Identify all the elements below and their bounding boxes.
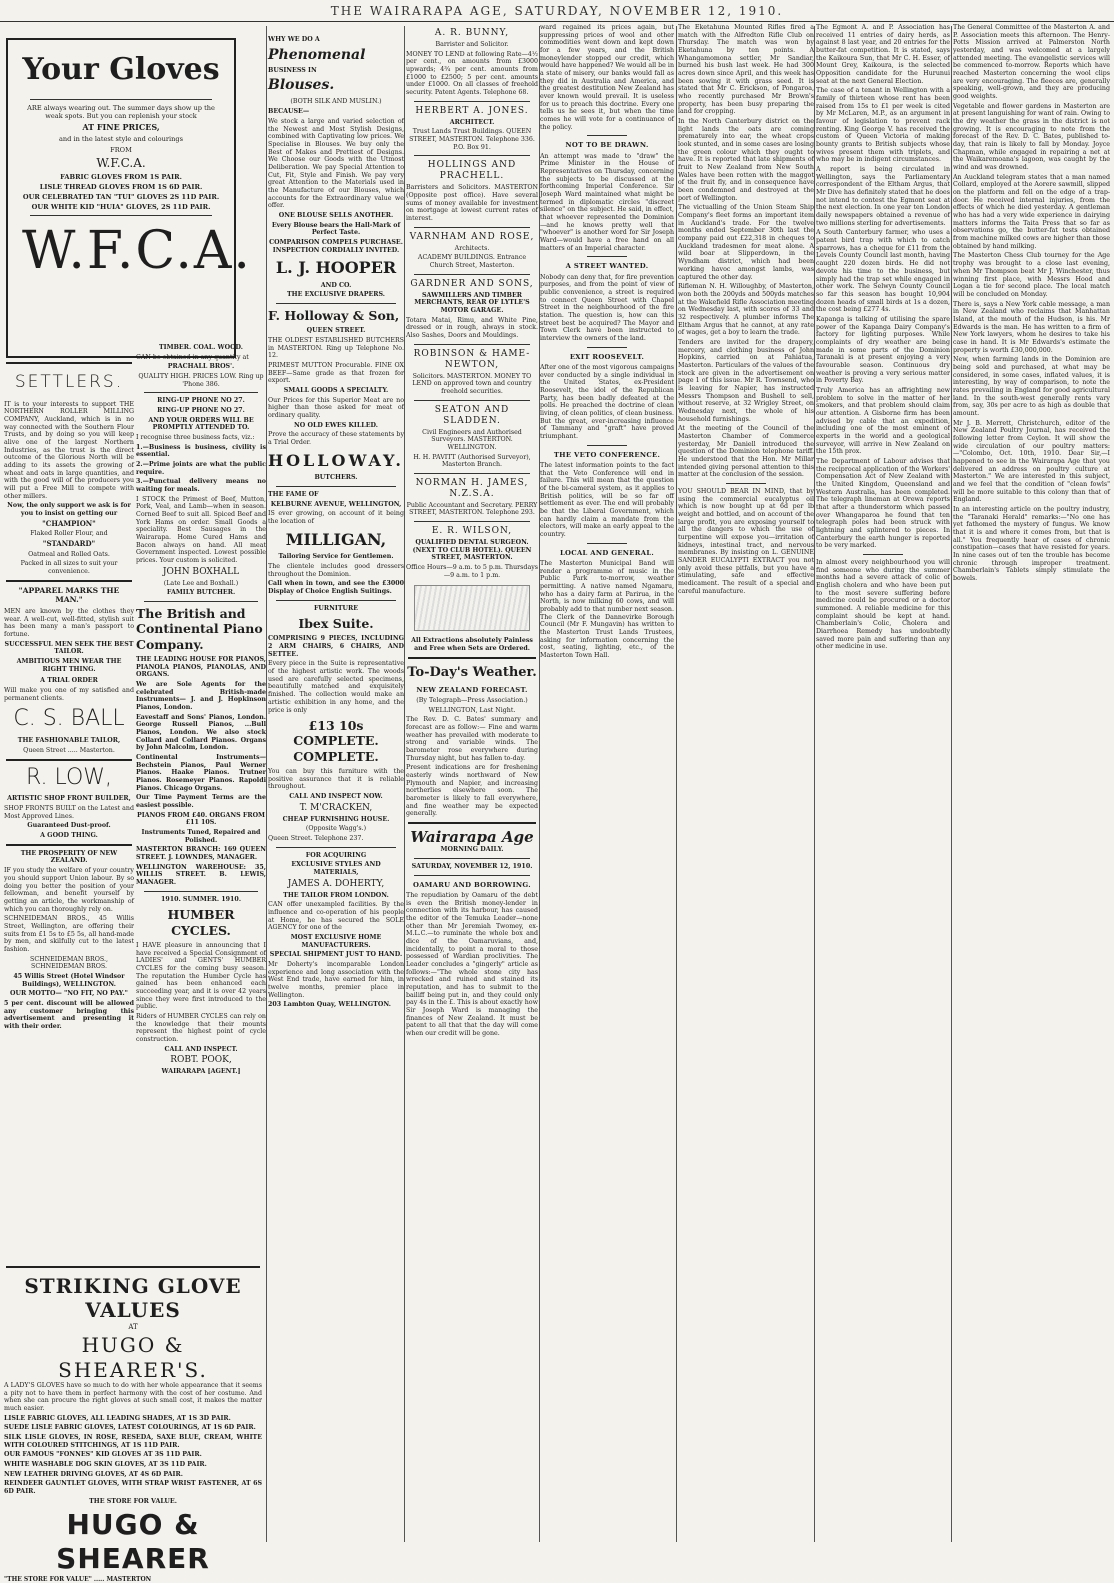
ad-item: LISLE THREAD GLOVES FROM 1S 6D PAIR. [39,183,203,192]
ad-body: THE STORE FOR VALUE. [89,1497,177,1505]
article-heading: LOCAL AND GENERAL. [559,548,655,557]
article-body: The General Committee of the Masterton A. and P. Association meets this afternoon. The Henry-Potts Mission arrived at Palmerston North yesterday, and was welcomed at a largely attended meeting. The evangelistic services will be commenced to-morrow. Reports which have reached Masterton concerning the wool clips are very encouraging. The fleeces are, generally speaking, well-grown, and they are producing good weights. [953,24,1110,101]
ad-body: OUR MOTTO— "NO FIT, NO PAY." [10,990,128,998]
column-2 [136,344,266,1258]
ad-price: £13 10s COMPLETE. COMPLETE. [293,718,379,764]
article-body: The Department of Labour advises that the reciprocal application of the Workers' Compensation Act of New Zealand with the United Kingdom, Queensland and Western Australia, has been completed. The telegraph lineman at Orewa reports that after a thunderstorm which passed over Whangaparoa he found that ten telegraph poles had been struck with lightning and splintered to pieces. In Canterbury the earth hunger is reported to be very marked. [816,457,950,550]
ad-body: BECAUSE— [268,108,310,116]
ad-body: A LADY'S GLOVES have so much to do with her whole appearance that it seems a pity not to have them in perfect harmony with the cost of her costume. And when she can procure the right gloves at such small cost, it makes the matter much easier. [4,1382,262,1413]
card-body: All Extractions absolutely Painless and Free when Sets are Ordered. [411,637,533,653]
advertiser-name: F. Holloway & Son, [268,308,400,324]
ad-body: Instruments Tuned, Repaired and Polished. [141,828,261,844]
column-rule [266,26,267,1542]
ad-body: BUSINESS IN [268,66,317,74]
ad-body: We are Sole Agents for the celebrated British-made Instruments— J. and J. Hopkinson Pianos, London. [136,680,266,711]
ad-body: FOR ACQUIRING [305,851,367,859]
advertiser-name: T. M'CRACKEN, [299,802,373,813]
professional-card [406,478,538,517]
article-dateline: WELLINGTON, Last Night. [428,706,516,714]
ad-body: CAN offer unexampled facilities. By the influence and co-operation of his people at Home, he has secured the SOLE AGENCY for one of the [268,901,404,932]
ad-body: A GOOD THING. [40,832,98,840]
ad-item: OUR FAMOUS "FONNES" KID GLOVES AT 3S 11D PAIR. [4,1451,202,1459]
ad-body: AT [128,1322,138,1331]
ad-headline: Phenomenal [268,46,366,63]
advertiser-name: ROBT. POOK, [170,1055,232,1066]
article-body: In almost every neighbourhood you will find someone who during the summer months had a severe attack of colic of English cholera and who have been put to the most severe suffering before medicine could be procured or a doctor summoned. A reliable medicine for this complaint should be kept at hand. Chamberlain's Colic, Cholera and Diarrhoea Remedy has undoubtedly saved more pain and suffering than any other medicine in use. [816,559,950,651]
card-body: Solicitors. MASTERTON. MONEY TO LEND on approved town and country freehold securities. [412,372,532,395]
ad-body: THE EXCLUSIVE DRAPERS. [286,291,386,299]
ad-item: NEW LEATHER DRIVING GLOVES, AT 4S 6D PAIR. [4,1470,183,1478]
article-body: A report is being circulated in Wellington, says the Parliamentary correspondent of the Eltham Argus, that Mr Dive has definitely stated that he does not intend to contest the Egmont seat at the next election. In one year ten London daily newspapers obtained a revenue of two millions sterling for advertisements. [816,166,950,227]
ad-body: A TRIAL ORDER [40,677,98,685]
article-body: ward regained its prices again, but suppressing prices of wool and other commodities went down and kept down for a few years, and the British moneylender stopped our credit, which would have happened? We would all be in a state of misery, our banks would fall as they did in Australia and America, and the greatest destitution New Zealand has ever known would prevail. It is useless for us to preach this doctrine. Every one tells us he sees it, but when the time comes he will vote for a continuance of the policy. [540,24,674,131]
article-body: Kapanga is talking of utilising the spare power of the Kapanga Dairy Company's factory for lighting purposes. While complaints of dry weather are being made in some parts of the Dominion Taranaki is at present enjoying a very favourable season. Continuous dry weather is proving a very serious matter in Poverty Bay. [816,315,950,385]
ad-body: Prove the accuracy of these statements by a Trial Order. [268,431,404,447]
card-body: ACADEMY BUILDINGS. Entrance Church Street, Masterton. [417,254,527,269]
your-gloves-ad [6,38,252,358]
ad-body: The clientele includes good dressers throughout the Dominion. [268,562,404,578]
ad-body: Call when in town, and see the £3000 Display of Choice English Suitings. [268,580,404,595]
ad-body: (Late Lee and Boxhall.) [163,579,239,587]
card-name: HOLLINGS AND PRACHELL. [427,160,517,182]
card-body: QUALIFIED DENTAL SURGEON. (NEXT TO CLUB HOTEL). QUEEN STREET, MASTERTON. [412,539,532,562]
ad-body: ONE BLOUSE SELLS ANOTHER. [278,211,394,219]
column-rule [676,26,677,1542]
professional-card [406,160,538,222]
card-body: H. H. PAVITT (Authorised Surveyor), Masterton Branch. [413,453,531,469]
ad-body: SUCCESSFUL MEN SEEK THE BEST TAILOR. [4,640,134,656]
ad-address: WELLINGTON WAREHOUSE: 35, WILLIS STREET. B. LEWIS, MANAGER. [136,863,266,886]
article-body: After one of the most vigorous campaigns ever conducted by a single individual in the United States, ex-President Roosevelt, the idol of the Republican Party, has been badly defeated at the polls. He preached the doctrine of clean living, of clean politics, of clean business. But the great, ever-increasing influence of Tammany and "graft" have proved triumphant. [540,364,674,441]
article-body: Truly America has an affrighting new problem to solve in the matter of her smokers, and that problem should claim our attention. A Gisborne firm has been advised by cable that an expedition, including one of the most eminent of experts in the world and a geological surveyor, will arrive in New Zealand on the 15th prox. [816,386,950,456]
ad-body: Now, the only support we ask is for you to insist on getting our [7,502,131,518]
article-body: YOU SHOULD BEAR IN MIND, that by using the commercial eucalyptus oil which is now bought up at 6d per lb weight and bottled, and on account of the large profit, you are exposing yourself to all the dangers to which the use of turpentine will expose you—irritation of kidneys, intestinal tract, and nervous membranes. By insisting on L. GENUINE SANDER EUCALYPTI EXTRACT you not only avoid these pitfalls, but you have a stimulating, safe and effective medicament. The result of a special and careful manufacture. [678,487,814,595]
paper-date: SATURDAY, NOVEMBER 12, 1910. [411,863,533,870]
ad-headline: Your Gloves [22,52,220,87]
ad-store: W.F.C.A. [96,156,146,171]
ad-item: WHITE WASHABLE DOG SKIN GLOVES, AT 3S 11D PAIR. [4,1461,207,1469]
article-body: Rifleman N. H. Willoughby, of Masterton, won both the 200yds and 500yds matches at the Wakefield Rifle Association meeting on Wednesday last, with scores of 33 and 32 respectively. A plumber informs The Eltham Argus that he cannot, at any rate of wages, get a boy to learn the trade. [678,283,814,337]
ad-headline: STRIKING GLOVE VALUES [24,1274,242,1323]
section-heading: To-Day's Weather. [407,664,537,680]
column-3 [268,24,404,1544]
ad-body: CAN be obtained in any quantity at [136,353,249,361]
ad-price: AT FINE PRICES, [82,121,160,132]
ad-body: COMPRISING 9 PIECES, INCLUDING 2 ARM CHAIRS, 6 CHAIRS, AND SETTEE. [268,635,404,658]
ad-body: AMBITIOUS MEN WEAR THE RIGHT THING. [16,658,122,673]
card-name: GARDNER AND SONS, [410,278,534,289]
article-body: Nobody can deny that, for fire prevention purposes, and from the point of view of public convenience, a street is required to connect Queen Street with Chapel Street in the neighbourhood of the fire station. The question is, how can this street best be acquired? The Mayor and Town Clerk have been instructed to interview the owners of the land. [540,273,674,343]
card-body: Trust Lands Trust Buildings. QUEEN STREET, MASTERTON. Telephone 336. P.O. Box 91. [409,128,535,151]
ad-body: Eavestaff and Sons' Pianos, London. George Russell Pianos, ...Bull Pianos, London. We also stock Collard and Collard Pianos. Organs by John Malcolm, London. [136,713,266,752]
column-8 [953,24,1110,1544]
ad-logo: W.F.C.A. [22,221,252,282]
product-desc: Flaked Roller Flour, and [30,530,108,538]
professional-card [406,405,538,469]
article-heading: NEW ZEALAND FORECAST. [416,685,528,694]
ad-body: WAIRARAPA [AGENT.] [161,1068,241,1076]
ad-body: I recognise three business facts, viz.: [136,434,255,442]
ad-headline: SETTLERS. [14,372,124,392]
article-body: An attempt was made to "draw" the Prime Minister in the House of Representatives on Thursday, concerning the subjects to be discussed at the forthcoming Imperial Conference. Sir Joseph Ward maintained what might be termed in diplomatic circles "discreet silence" on the subject. He said, in effect, that whoever represented the Dominion—and he knows pretty well that "whoever" is another word for Sir Joseph Ward—would have a free hand on all matters of an Imperial character. [540,152,674,252]
advertiser-name: JOHN BOXHALL [162,566,240,577]
ad-address: Queen Street ..... Masterton. [23,746,115,754]
ad-item: SILK LISLE GLOVES, IN ROSE, RESEDA, SAXE BLUE, CREAM, WHITE WITH COLOURED STITCHINGS, AT 1S 11D PAIR. [4,1434,262,1449]
ad-body: THE FAME OF [268,490,319,498]
card-name: VARNHAM AND ROSE, [409,231,535,242]
ad-body: PIANOS FROM £40. ORGANS FROM £11 10S. [136,811,266,827]
card-body: Architects. [454,244,490,252]
article-heading: NOT TO BE DRAWN. [565,141,649,150]
ad-headline: Blouses. [268,77,335,94]
ad-body: 1910. SUMMER. 1910. [160,895,242,903]
ad-headline: Ibex Suite. [298,616,374,632]
ad-body: ARTISTIC SHOP FRONT BUILDER, [7,795,131,803]
ad-body: IF you study the welfare of your country you should support Union labour. By so doing you better the position of your fellowman, and benefit yourself by getting an article, the workmanship of which you can thoroughly rely on. [4,867,134,913]
ad-body: THE LEADING HOUSE FOR PIANOS, PIANOLA PIANOS, PIANOLAS, AND ORGANS. [136,655,266,679]
column-5 [540,24,674,1544]
professional-card [406,349,538,396]
article-body: There is, says a New York cable message, a man in New Zealand who reclaims that Manhattan Island, at the mouth of the Hudson, is his. Mr Edwards is the man. He has written to a firm of New York lawyers, whom he desires to take his case in hand. It is Mr Edwards's estimate the property is worth £30,000,000. [953,300,1110,354]
ad-headline: "APPAREL MARKS THE MAN." [18,585,120,604]
ad-body: SMALL GOODS A SPECIALTY. [283,387,389,395]
ad-headline: RING-UP PHONE NO 27. [157,407,245,415]
article-body: The Eketahuna Mounted Rifles fired a match with the Alfredton Rifle Club on Thursday. The match was won by Eketahuna by ten points. A Whangamomona settler, Mr Sandiar, burned his bush last week. He had 300 acres down since April, and this week has been sowing it with grass seed. It is stated that Mr C. Erickson, of Pongaroa, who recently purchased Mr Brown's property, has been busy preparing the land for cropping. [678,24,814,116]
ad-address: MASTERTON BRANCH: 169 QUEEN STREET. J. LOWNDES, MANAGER. [136,846,266,861]
professional-card [406,232,538,270]
article-body: The latest information points to the fact that the Veto Conference will end in failure. This will mean that the question of the bi-cameral system, as it applies to British politics, will be so far off settlement as ever. The end will probably be that the Liberal Government, which can hardly claim a mandate from the electors, will make an early appeal to the country. [540,462,674,539]
ad-body: I HAVE pleasure in announcing that I have received a Special Consignment of LADIES' and GENTS' HUMBER CYCLES for the coming busy season. The reputation the Humber Cycle has gained has been enhanced each succeeding year, and it is over 42 years since they were first introduced to the public. [136,941,266,1011]
ad-body: AND CO. [320,281,352,289]
ad-item: REINDEER GAUNTLET GLOVES, WITH STRAP WRIST FASTENER, AT 6S 6D PAIR. [4,1480,262,1496]
ad-body: FROM [110,146,132,155]
ad-headline: RING-UP PHONE NO 27. [157,397,245,405]
card-name: NORMAN H. JAMES, N.Z.S.A. [415,477,529,499]
ad-item: 2.—Prime joints are what the public require. [136,461,266,476]
card-name: SEATON AND SLADDEN. [434,404,510,426]
ad-item: OUR WHITE KID "HUIA" GLOVES, 2S 11D PAIR. [31,203,211,212]
article-body: Vegetable and flower gardens in Masterton are at present languishing for want of rain. Owing to the dry weather the grass in the district is not growing. It is encouraging to note from the forecast of the Rev. D. C. Bates, published to-day, that rain is likely to fall by Monday. Joyce Chapman, while engaged in repairing a net at the Waikaremoana's lagoon, was caught by the wind and was drowned. [953,102,1110,172]
ad-logo: HUGO & SHEARER [56,1507,210,1575]
ad-body: THE FASHIONABLE TAILOR, [17,737,121,745]
ad-item: LISLE FABRIC GLOVES, ALL LEADING SHADES, AT 1S 3D PAIR. [4,1414,231,1422]
column-6 [678,24,814,1544]
ad-body: SCHNEIDEMAN BROS., SCHNEIDEMAN BROS. [30,955,108,971]
article-heading: OAMARU AND BORROWING. [413,880,531,889]
ad-headline: TIMBER. COAL. WOOD. [158,344,243,351]
article-body: The Egmont A. and P. Association has received 11 entries of dairy herds, as against 8 last year, and 20 entries for the butter-fat competition. It is stated, says the Kaikoura Sun, that Mr C. H. Esser, of Mount Grey, Kaikoura, is the selected Opposition candidate for the Hurunui seat at the next General Election. [816,24,950,85]
ad-body: QUEEN STREET. [306,327,366,335]
ad-store: HUGO & SHEARER'S. [58,1333,208,1382]
ad-body: BUTCHERS. [314,474,358,482]
ad-body: (BOTH SILK AND MUSLIN.) [290,97,382,105]
ad-footer: "THE STORE FOR VALUE" ..... MASTERTON [4,1575,152,1583]
product-name: "CHAMPION" [42,518,96,528]
ad-headline: HUMBER CYCLES. [167,907,235,938]
article-byline: (By Telegraph—Press Association.) [416,696,528,704]
ad-item: SUEDE LISLE FABRIC GLOVES, LATEST COLOURINGS, AT 1S 6D PAIR. [4,1424,256,1432]
ad-body: SPECIAL SHIPMENT JUST TO HAND. [269,951,403,959]
article-body: The victualling of the Union Steam Ship Company's fleet forms an important item in Auckland's trade. For the twelve months ended September 30th last the company paid out £22,318 in cheques to Auckland tradesmen for meat alone. A wild boar at Slipperdown, in the Wyndham district, which had been working havoc amongst lambs, was captured the other day. [678,204,814,281]
ad-body: IS ever growing, on account of it being the location of [268,510,404,525]
card-body: Barristers and Solicitors. MASTERTON (Opposite post office). Have several sums of money available for investment on mortgage at lowest current rates of interest. [406,184,538,222]
card-body: Public Accountant and Secretary. PERRY STREET, MASTERTON. Telephone 293. [406,501,538,517]
card-name: A. R. BUNNY, [434,28,510,38]
ad-headline: THE PROSPERITY OF NEW ZEALAND. [20,849,118,865]
column-rule [814,26,815,1542]
ad-body: I STOCK the Primest of Beef, Mutton, Pork, Veal, and Lamb—when in season. Corned Beef to suit all. Spiced Beef and York Hams on order. Small Goods a speciality. Best Sausages in the Wairarapa. Home Cured Hams and Bacon always on hand. All meat Government inspected. Lowest possible prices. Your custom is solicited. [136,495,266,565]
ad-address: 45 Willis Street (Hotel Windsor Buildings), WELLINGTON. [13,972,125,988]
ad-body: Continental Instruments— Bechstein Pianos, Paul Werner Pianos. Haake Pianos. Trutner Pianos. Rosemeyer Pianos. Rapoldi Pianos. Chicago Organs. [136,753,266,792]
article-body: The Masterton Municipal Band will render a programme of music in the Public Park to-morrow, weather permitting. A native named Ngamaru, who has a dairy farm at Parirua, in the North, is now milking 60 cows, and will probably add to that number next season. The Clerk of the Dannevirke Borough Council (Mr F. Mungavin) has written to the Masterton Trust Lands Trustees, asking for information concerning the cost, seating, lighting, etc., of the Masterton Town Hall. [540,560,674,660]
advertiser-name: L. J. HOOPER [275,258,397,278]
ad-body: Every piece in the Suite is representative of the highest artistic work. The woods used are carefully selected specimens, beautifully matched and exquisitely finished. The collection would make an artistic exhibition in any home, and the price is only [268,660,404,714]
ad-body: Tailoring Service for Gentlemen. [278,553,394,561]
ad-body: MOST EXCLUSIVE HOME MANUFACTURERS. [290,933,382,949]
article-body: A South Canterbury farmer, who uses a patent bird trap with which to catch sparrows, has a cheque for £11 from the Levels County Council last month, having caught 220 dozen birds. He did not devote his time to the business, but simply had the trap set while engaged in other work. The Selwyn County Council so far this season has bought 10,904 dozen heads of small birds at 1s a dozen, the cost being £277 4s. [816,229,950,314]
ad-body: WHY WE DO A [268,36,320,43]
article-body: New, when farming lands in the Dominion are being sold and purchased, at what may be considered, in some cases, inflated values, it is interesting, by way of comparison, to note the rates prevailing in England for good agricultural land. In the south-west generally rents vary from, say, 30s per acre to as high as double that amount. [953,356,1110,417]
ad-headline: The British and Continental Piano Company. [136,606,263,652]
ad-body: We stock a large and varied selection of the Newest and Most Stylish Designs, combined with Captivating low prices. We Specialise in Blouses. We buy only the Best of Makes and Prettiest of Designs. We Choose our Goods with the Utmost Deliberation. We pay Special Attention to Cut, Fit, Style and Finish. We pay very great Attention to the Materials used in the Manufacture of our Blouses, which accounts for the Extraordinary value we offer. [268,117,404,210]
card-body: Barrister and Solicitor. [435,40,509,48]
ad-body: Our Time Payment Terms are the easiest possible. [136,794,266,809]
ad-body: Every Blouse bears the Hall-Mark of Perfect Taste. [271,221,401,237]
ad-footer: 203 Lambton Quay, WELLINGTON. [268,1001,391,1009]
ad-body: SCHNEIDEMAN BROS., 45 Willis Street, Wellington, are offering their suits from £1 5s to £5 5s, all hand-made by men, and skilfully cut to the latest fashion. [4,915,134,953]
advertiser-name: PRACHALL BROS'. [167,363,235,371]
ad-body: Riders of HUMBER CYCLES can rely on the knowledge that their mounts represent the highest point of cycle construction. [136,1012,266,1043]
ad-body: AND YOUR ORDERS WILL BE PROMPTLY ATTENDED TO. [148,416,254,432]
ad-address: Queen Street. Telephone 237. [268,834,364,842]
ad-body: FURNITURE [313,604,359,612]
professional-card [406,28,538,97]
ad-body: FAMILY BUTCHER. [166,589,236,597]
article-body: In the North Canterbury district on the light lands the oats are coming prematurely into ear, the wheat crops look stunted, and in some cases are losing the green colour which they ought to have. It is reported that late shipments of fruit to New Zealand from New South Wales have been rotten with the maggot of the fruit fly, and in consequence have been condemned and destroyed at the port of Wellington. [678,118,814,202]
ad-body: THE OLDEST ESTABLISHED BUTCHERS in MASTERTON. Ring up Telephone No. 12. [268,337,404,360]
professional-card [406,526,538,579]
advertiser-name: JAMES A. DOHERTY, [287,878,385,889]
card-body: MONEY TO LEND at following Rate—4½ per cent., on amounts from £3000 upwards; 4¾ per cent. amounts from £1000 to £2500; 5 per cent. amounts under £1000. On all classes of freehold security. Patent Agents. Telephone 68. [406,50,538,96]
ad-body: KELBURNE AVENUE, WELLINGTON, [270,500,402,508]
ad-body: PRIMEST MUTTON Procurable. FINE OX BEEF—Same grade as that frozen for export. [268,362,404,385]
ad-body: Packed in all sizes to suit your convenience. [20,560,118,575]
article-body: In an interesting article on the poultry industry, the "Taranaki Herald" remarks:—"No one has yet fathomed the mystery of fungus. We know that it is and where it comes from, but that is all." You frequently hear of cases of chronic constipation—cases that have resisted for years. In nine cases out of ten the trouble has become chronic through improper treatment. Chamberlain's Tablets simply stimulate the bowels. [953,505,1110,583]
article-body: The repudiation by Oamaru of the debt is even the British money-lender in connection with its harbour, has caused the editor of the Temuka Leader—none other than Mr Jeremiah Twomey, ex-M.L.C.—to ruminate the whole box and dice of the Oamaruvians, and, incidentally, to point a moral to those possessed of Wardian proclivities. The Leader concludes a "gingerly" article as follows:—"The whole stone city has wrecked and ruined and stained its reputation, and has to submit to the bailiff being put in, and they could only pay 4s in the £. This is about exactly how Sir Joseph Ward is managing the finances of New Zealand. It must be patent to all that that the day will come when our credit will be gone. [406,891,538,1038]
ad-item: OUR CELEBRATED TAN "TUI" GLOVES 2S 11D PAIR. [22,193,220,202]
article-body: The Rev. D. C. Bates' summary and forecast are as follow:— Fine and warm weather has prevailed with moderate to strong and variable winds. The barometer rose everywhere during Thursday night, but has fallen to-day. [406,716,538,762]
card-body: ARCHITECT. [449,118,495,126]
advertiser-name: C. S. BALL [13,706,125,732]
ad-body: IT is to your interests to support THE NORTHERN ROLLER MILLING COMPANY, Auckland, which is in no way connected with the Southern Flour Trusts, and by doing so you will keep alive one of the largest Northern Industries, as the trust is the direct outcome of the Glorious North will be adding to its assets the growing of wheat and oats in large quantities, and with the good will of the producers you will put a Free Mill to compete with other millers. [4,400,134,500]
article-body: Mr J. B. Merrett, Christchurch, editor of the New Zealand Poultry Journal, has received the following letter from Ceylon. It will show the wide circulation of our poultry matters:—"Colombo, Oct. 10th, 1910. Dear Sir,—I happened to see in the Wairarapa Age that you delivered an address on poultry culture at Masterton." We are interested in this subject, and we feel that the condition of "clean fowls" will be more suitable to this colony than that of England. [953,419,1110,504]
ad-body: You can buy this furniture with the positive assurance that it is reliable throughout. [268,767,404,791]
advertiser-name: MILLIGAN, [285,529,387,549]
ad-body: Our Prices for this Superior Meat are no higher than those asked for meat of ordinary quality. [268,396,404,420]
card-body: Office Hours—9 a.m. to 5 p.m. Thursdays—9 a.m. to 1 p.m. [406,564,538,579]
article-body: An Auckland telegram states that a man named Collard, employed at the Aorere sawmill, slipped on the platform and fell on the edge of a trap-door. He received internal injuries, from the effects of which he died yesterday. A gentleman who has had a very wide experience in dairying matters informs the Taita Press that so far as observations go, the butter-fat tests obtained from machine milked cows are higher than those obtained by hand milking. [953,173,1110,250]
article-body: The case of a tenant in Wellington with a family of thirteen whose rent has been raised from 15s to £1 per week is cited by Mr McLaren, M.P., as an argument in favour of legislation to prevent rack renting. King George V. has received the custom of Queen Victoria of making bounty grants to British subjects whose wives present them with triplets, and who may be in indigent circumstances. [816,87,950,164]
ad-body: CHEAP FURNISHING HOUSE. [282,815,390,823]
article-heading: THE VETO CONFERENCE. [553,450,661,459]
dental-engraving-image [414,585,530,631]
article-body: Present indications are for freshening easterly winds northward of New Plymouth and Napier, and increasing northerlies elsewhere soon. The barometer is likely to fall everywhere, and fine weather may be expected generally. [406,764,538,818]
article-body: The Masterton Chess Club tourney for the Age trophy was brought to a close last evening, when Mr Thompson beat Mr J. Winchester, thus winning first place, with Messrs Hood and Logan a tie for second place. The local match will be concluded on Monday. [953,252,1110,298]
professional-card [406,106,538,152]
product-desc: Oatmeal and Rolled Oats. [28,550,110,558]
professional-card [406,279,538,340]
ad-body: MEN are known by the clothes they wear. A well-cut, well-fitted, stylish suit has been many a man's passport to fortune. [4,608,134,639]
advertiser-name: HOLLOWAY. [268,450,404,470]
product-name: "STANDARD" [42,539,96,549]
column-4 [406,24,538,1544]
ad-item: FABRIC GLOVES FROM 1S PAIR. [60,173,182,182]
ad-body: Will make you one of my satisfied and permanent clients. [4,687,134,702]
ad-body: ARE always wearing out. The summer days show up the weak spots. But you can replenish your stock [27,103,215,120]
ad-body: SHOP FRONTS BUILT on the Latest and Most Approved Lines. [4,805,134,820]
card-name: HERBERT A. JONES. [415,105,529,116]
column-rule [404,26,405,1542]
ad-item: 1.—Business is business, civility is essential. [136,443,266,459]
card-body: Totara Matai, Rimu, and White Pine, dressed or in rough, always in stock. Also Sashes, Doors and Mouldings. [406,316,538,339]
masthead: THE WAIRARAPA AGE, SATURDAY, NOVEMBER 12, 1910. [0,0,1114,22]
column-rule [951,26,952,1542]
ad-body: (Opposite Wagg's.) [305,825,367,833]
paper-title: Wairarapa Age [410,828,534,847]
ad-body: Mr Doherty's incomparable London experience and long association with the West End trade, have earned for him, in twelve months, premier place in Wellington. [268,960,404,999]
ad-body: COMPARISON COMPELS PURCHASE. INSPECTION CORDIALLY INVITED. [269,238,403,254]
card-name: ROBINSON & HAME-NEWTON, [413,348,531,370]
paper-subtitle: MORNING DAILY. [440,846,504,854]
card-body: SAWMILLERS AND TIMBER MERCHANTS, REAR OF LYTLE'S MOTOR GARAGE. [414,291,530,314]
hugo-shearer-ad [4,1262,262,1583]
column-7 [816,24,950,1544]
ad-body: Guaranteed Dust-proof. [27,822,111,830]
ad-body: NO OLD EWES KILLED. [294,421,378,429]
advertiser-name: R. LOW, [25,764,113,790]
ad-item: 3.—Punctual delivery means no waiting for meals. [136,478,266,494]
ad-body: THE TAILOR FROM LONDON. [283,891,389,899]
ad-body: EXCLUSIVE STYLES AND MATERIALS, [291,861,381,876]
ad-body: CALL AND INSPECT NOW. [289,792,383,800]
article-heading: EXIT ROOSEVELT. [569,352,645,361]
card-body: Civil Engineers and Authorised Surveyors. MASTERTON. WELLINGTON. [422,428,522,451]
article-body: At the meeting of the Council of the Masterton Chamber of Commerce yesterday, Mr Daniell introduced the question of the Dominion telephone tariff. He understood that the Hon. Mr Millar intended giving personal attention to this matter at the conclusion of the session. [678,425,814,479]
article-heading: A STREET WANTED. [565,262,649,271]
ad-body: and in the latest style and colourings [58,135,184,144]
card-name: E. R. WILSON, [431,526,513,537]
article-body: Tenders are invited for the drapery, mercery, and clothing business of John Hopkins, carried on at Pahiatua, Masterton. Particulars of the values of the stock are given in the advertisement on page 1 of this issue. Mr R. Townsend, who is leaving for Napier, has instructed Messrs Thompson and Bushell to sell, without reserve, at 32 Wrigley Street, on Wednesday next, the whole of his household furnishings. [678,338,814,423]
ad-body: QUALITY HIGH. PRICES LOW. Ring up 'Phone 386. [138,373,264,388]
ad-body: CALL AND INSPECT. [164,1045,238,1053]
ad-body: 5 per cent. discount will be allowed any customer bringing this advertisement and presenting it with their order. [4,999,134,1030]
